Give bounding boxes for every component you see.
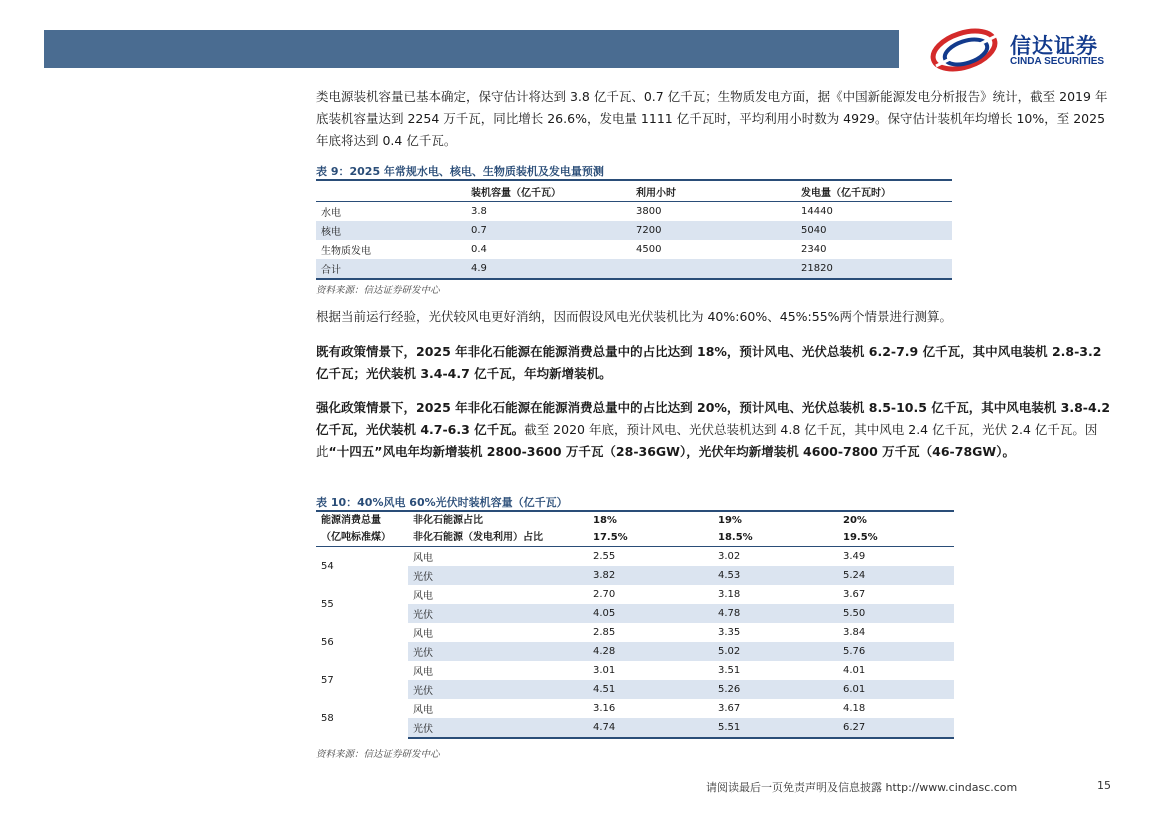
table-cell: 风电 bbox=[413, 553, 433, 564]
table-cell: 4.18 bbox=[843, 703, 866, 714]
table-cell: 3.82 bbox=[588, 566, 713, 585]
table-cell: 5.02 bbox=[713, 642, 838, 661]
table-cell: 核电 bbox=[316, 221, 466, 240]
table-9-source: 资料来源：信达证券研发中心 bbox=[316, 285, 440, 296]
paragraph-4-lead: 强化政策情景下，2025 年非化石能源在能源消费总量中的占比达到 20%，预计风电、光伏总装机 8.5-10.5 亿千瓦，其中风电装机 3.8-4.2 亿千瓦，光伏装机 4.7-6.3 亿千瓦。 bbox=[316, 400, 1111, 437]
table-row bbox=[316, 585, 954, 604]
table-cell: 21820 bbox=[796, 259, 952, 279]
table-cell: 4.01 bbox=[843, 665, 866, 676]
table-cell: 3.01 bbox=[593, 665, 616, 676]
table-header-cell: 装机容量（亿千瓦） bbox=[466, 180, 631, 202]
table-cell: 54 bbox=[316, 547, 408, 586]
table-header-cell: 19.5% bbox=[838, 529, 954, 547]
table-cell: 光伏 bbox=[408, 680, 588, 699]
table-cell: 55 bbox=[316, 585, 408, 623]
table-header-cell: 19% bbox=[713, 511, 838, 529]
table-header-row bbox=[316, 511, 954, 529]
table-header-cell: 能源消费总量 bbox=[316, 511, 408, 529]
table-cell: 3.67 bbox=[718, 703, 741, 714]
table-cell: 57 bbox=[316, 661, 408, 699]
table-cell: 风电 bbox=[413, 667, 433, 678]
table-cell: 4.53 bbox=[713, 566, 838, 585]
table-cell: 5.26 bbox=[713, 680, 838, 699]
table-header-row bbox=[316, 529, 954, 547]
table-cell: 3800 bbox=[636, 206, 662, 217]
table-cell: 6.27 bbox=[838, 718, 954, 738]
table-cell: 合计 bbox=[316, 259, 466, 279]
logo-chinese-name: 信达证券 bbox=[1010, 34, 1098, 58]
table-row bbox=[316, 202, 952, 222]
table-cell: 4500 bbox=[636, 244, 662, 255]
table-cell: 光伏 bbox=[408, 642, 588, 661]
table-row bbox=[316, 661, 954, 680]
table-cell: 3.02 bbox=[718, 551, 741, 562]
table-cell: 光伏 bbox=[408, 718, 588, 738]
table-cell: 3.16 bbox=[593, 703, 616, 714]
table-cell: 4.28 bbox=[588, 642, 713, 661]
table-cell: 2340 bbox=[801, 244, 827, 255]
table-10 bbox=[316, 510, 954, 739]
table-cell: 风电 bbox=[413, 705, 433, 716]
table-cell: 3.18 bbox=[718, 589, 741, 600]
footer-disclaimer: 请阅读最后一页免责声明及信息披露 http://www.cindasc.com bbox=[706, 781, 1018, 794]
table-cell: 2.55 bbox=[593, 551, 616, 562]
table-cell: 3.35 bbox=[718, 627, 741, 638]
table-row bbox=[316, 623, 954, 642]
table-cell: 4.51 bbox=[588, 680, 713, 699]
table-cell: 光伏 bbox=[408, 566, 588, 585]
paragraph-3: 既有政策情景下，2025 年非化石能源在能源消费总量中的占比达到 18%，预计风电、光伏总装机 6.2-7.9 亿千瓦，其中风电装机 2.8-3.2 亿千瓦；光伏装机 3.4-4.7 亿千瓦，年均新增装机。 bbox=[316, 344, 1102, 381]
table-row bbox=[316, 604, 954, 623]
table-cell bbox=[631, 259, 796, 279]
table-cell: 4.9 bbox=[466, 259, 631, 279]
table-row bbox=[316, 566, 954, 585]
table-cell: 水电 bbox=[321, 208, 341, 219]
table-header-cell: 20% bbox=[838, 511, 954, 529]
logo-english-name: CINDA SECURITIES bbox=[1010, 56, 1105, 67]
table-cell: 2.85 bbox=[593, 627, 616, 638]
table-cell: 4.74 bbox=[588, 718, 713, 738]
table-header-cell: 18.5% bbox=[713, 529, 838, 547]
table-row bbox=[316, 718, 954, 738]
table-header-cell: 利用小时 bbox=[631, 180, 796, 202]
table-header-cell: 发电量（亿千瓦时） bbox=[796, 180, 952, 202]
paragraph-4 bbox=[316, 397, 1111, 463]
table-row bbox=[316, 642, 954, 661]
table-cell: 5.50 bbox=[838, 604, 954, 623]
table-cell: 5.24 bbox=[838, 566, 954, 585]
table-header-cell: 18% bbox=[588, 511, 713, 529]
table-header-cell: 非化石能源（发电利用）占比 bbox=[408, 529, 588, 547]
table-cell: 0.7 bbox=[466, 221, 631, 240]
table-cell: 3.84 bbox=[843, 627, 866, 638]
table-cell: 生物质发电 bbox=[321, 246, 371, 257]
table-header-cell bbox=[316, 180, 466, 202]
table-header-cell: 17.5% bbox=[588, 529, 713, 547]
table-cell: 3.51 bbox=[718, 665, 741, 676]
table-row bbox=[316, 240, 952, 259]
paragraph-4-tail: “十四五”风电年均新增装机 2800-3600 万千瓦（28-36GW），光伏年均新增装机 4600-7800 万千瓦（46-78GW）。 bbox=[328, 444, 1015, 459]
table-cell: 56 bbox=[316, 623, 408, 661]
table-cell: 2.70 bbox=[593, 589, 616, 600]
table-9 bbox=[316, 179, 952, 280]
table-10-source: 资料来源：信达证券研发中心 bbox=[316, 749, 440, 760]
table-row bbox=[316, 547, 954, 567]
table-header-row bbox=[316, 180, 952, 202]
paragraph-1: 类电源装机容量已基本确定，保守估计将达到 3.8 亿千瓦、0.7 亿千瓦；生物质发电方面，据《中国新能源发电分析报告》统计，截至 2019 年底装机容量达到 2254 万千瓦，同比增长 26.6%，发电量 1111 亿千瓦时，平均利用小时数为 4929。保守估计装机年均增长 10%，至 2025 年底将达到 0.4 亿千瓦。 bbox=[316, 89, 1108, 148]
table-cell: 7200 bbox=[631, 221, 796, 240]
table-header-cell: （亿吨标准煤） bbox=[316, 529, 408, 547]
table-cell: 3.8 bbox=[471, 206, 487, 217]
table-row bbox=[316, 699, 954, 718]
table-cell: 光伏 bbox=[408, 604, 588, 623]
table-cell: 58 bbox=[316, 699, 408, 738]
table-cell: 14440 bbox=[801, 206, 833, 217]
table-cell: 0.4 bbox=[471, 244, 487, 255]
cinda-logo bbox=[930, 28, 1130, 72]
table-10-title: 表 10：40%风电 60%光伏时装机容量（亿千瓦） bbox=[316, 496, 568, 509]
table-cell: 5040 bbox=[796, 221, 952, 240]
header-bar bbox=[44, 30, 899, 68]
table-header-cell: 非化石能源占比 bbox=[408, 511, 588, 529]
cinda-swoosh-icon bbox=[930, 28, 1004, 72]
table-cell: 风电 bbox=[413, 629, 433, 640]
table-row bbox=[316, 221, 952, 240]
table-cell: 3.67 bbox=[843, 589, 866, 600]
table-cell: 5.76 bbox=[838, 642, 954, 661]
table-row bbox=[316, 680, 954, 699]
paragraph-2: 根据当前运行经验，光伏较风电更好消纳，因而假设风电光伏装机比为 40%:60%、45%:55%两个情景进行测算。 bbox=[316, 309, 953, 324]
table-cell: 4.78 bbox=[713, 604, 838, 623]
page-number: 15 bbox=[1097, 779, 1111, 792]
table-cell: 5.51 bbox=[713, 718, 838, 738]
table-cell: 6.01 bbox=[838, 680, 954, 699]
paragraph-4-body: 截至 2020 年底，预计风电、光伏总装机达到 4.8 亿千瓦，其中风电 2.4 亿千瓦，光伏 2.4 亿千瓦。因此 bbox=[316, 422, 1098, 459]
table-cell: 4.05 bbox=[588, 604, 713, 623]
table-cell: 风电 bbox=[413, 591, 433, 602]
table-cell: 3.49 bbox=[843, 551, 866, 562]
table-row bbox=[316, 259, 952, 279]
table-9-title: 表 9：2025 年常规水电、核电、生物质装机及发电量预测 bbox=[316, 165, 604, 178]
